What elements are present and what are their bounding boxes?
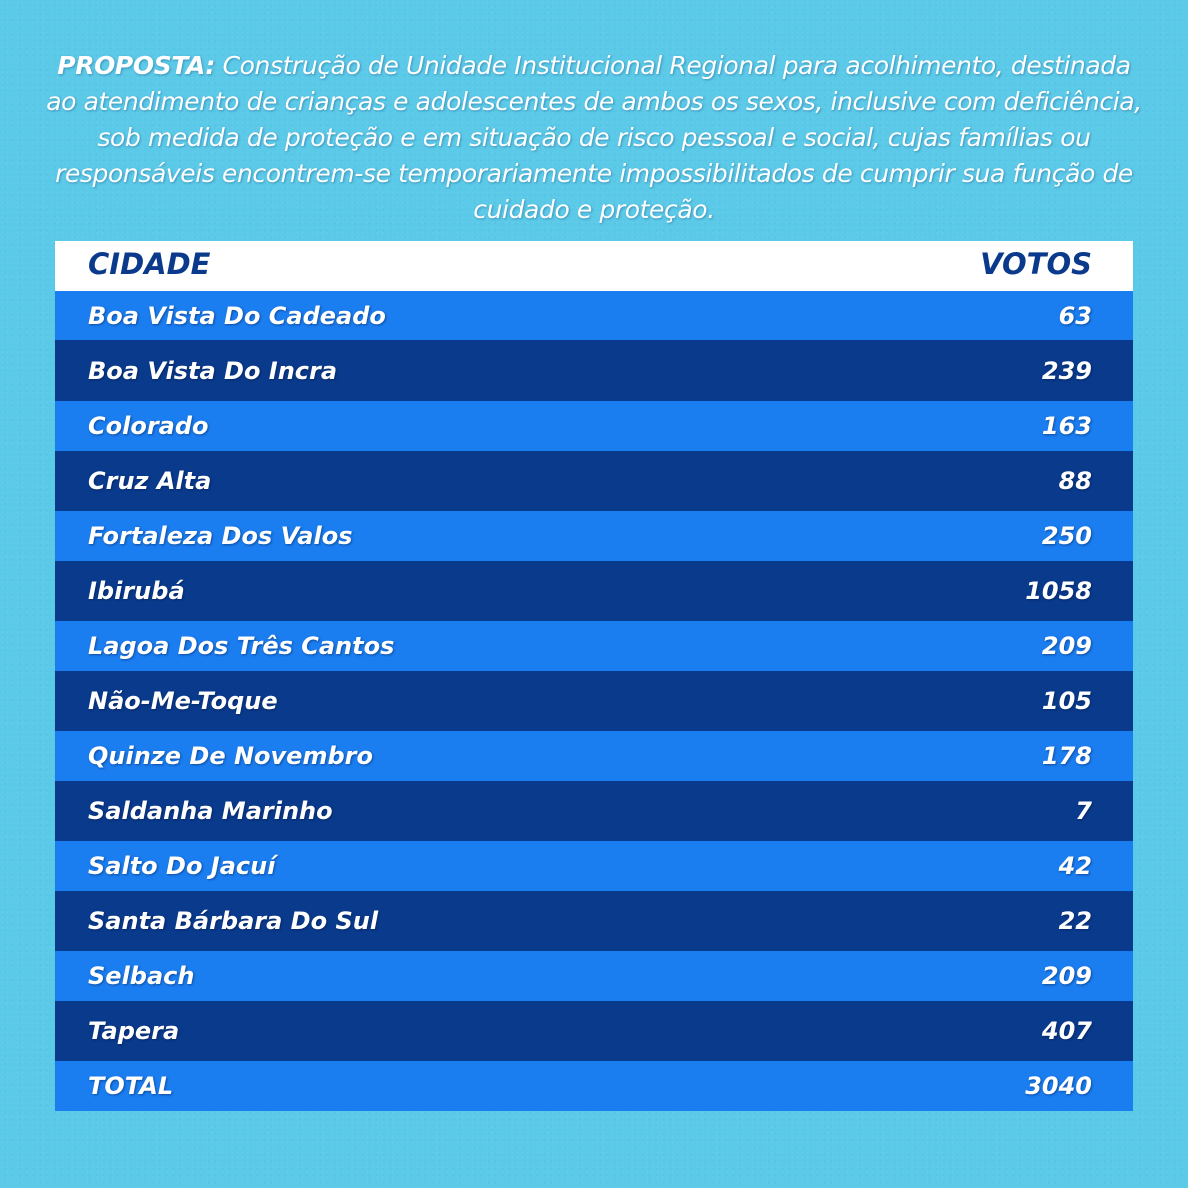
vote-count: 209 — [1041, 632, 1092, 660]
vote-count: 239 — [1041, 356, 1092, 385]
vote-count: 105 — [1041, 687, 1092, 715]
city-name: Fortaleza Dos Valos — [88, 522, 353, 550]
vote-count: 1058 — [1025, 577, 1092, 605]
vote-count: 178 — [1041, 742, 1092, 770]
table-row — [55, 621, 1133, 671]
table-row — [55, 671, 1133, 731]
city-name: Quinze De Novembro — [88, 742, 373, 770]
table-row — [55, 401, 1133, 451]
city-name: Cruz Alta — [88, 467, 212, 495]
city-name: Saldanha Marinho — [88, 797, 333, 825]
vote-count: 88 — [1058, 467, 1092, 495]
header-city: CIDADE — [88, 247, 211, 281]
table-row — [55, 561, 1133, 621]
table-row — [55, 291, 1133, 340]
vote-count: 407 — [1041, 1017, 1092, 1045]
city-name: Não-Me-Toque — [88, 687, 278, 715]
city-name: Colorado — [88, 412, 209, 440]
total-label: TOTAL — [88, 1072, 174, 1100]
city-name: Lagoa Dos Três Cantos — [88, 632, 395, 660]
total-votes: 3040 — [1025, 1072, 1092, 1100]
vote-count: 22 — [1058, 907, 1092, 935]
city-name: Tapera — [88, 1017, 180, 1045]
proposal-text — [40, 48, 1148, 228]
vote-count: 42 — [1058, 852, 1092, 880]
proposal-lead: PROPOSTA: — [57, 51, 216, 80]
city-name: Salto Do Jacuí — [88, 852, 276, 880]
table-row — [55, 1001, 1133, 1061]
city-name: Santa Bárbara Do Sul — [88, 907, 379, 935]
table-row — [55, 511, 1133, 561]
vote-count: 209 — [1041, 962, 1092, 990]
table-row — [55, 340, 1133, 401]
table-row — [55, 841, 1133, 891]
city-name: Boa Vista Do Cadeado — [88, 301, 386, 330]
votes-table — [55, 241, 1133, 1111]
table-row — [55, 451, 1133, 511]
city-name: Ibirubá — [88, 577, 185, 605]
city-name: Boa Vista Do Incra — [88, 356, 338, 385]
table-row — [55, 731, 1133, 781]
table-row — [55, 781, 1133, 841]
header-votes: VOTOS — [980, 247, 1092, 281]
vote-count: 163 — [1041, 412, 1092, 440]
vote-count: 63 — [1058, 301, 1092, 330]
total-row — [55, 1061, 1133, 1111]
vote-count: 250 — [1041, 522, 1092, 550]
table-header — [55, 241, 1133, 291]
table-row — [55, 891, 1133, 951]
proposal-body: Construção de Unidade Institucional Regional para acolhimento, destinada ao atendimento de crianças e adolescentes de ambos os sexos, inclusive com deficiência, sob medida de proteção e em situação de risco pessoal e social, cujas famílias ou responsáveis encontrem-se temporariamente impossibilitados de cumprir sua função de cuidado e proteção. — [46, 51, 1142, 224]
city-name: Selbach — [88, 962, 195, 990]
table-row — [55, 951, 1133, 1001]
vote-count: 7 — [1075, 797, 1092, 825]
